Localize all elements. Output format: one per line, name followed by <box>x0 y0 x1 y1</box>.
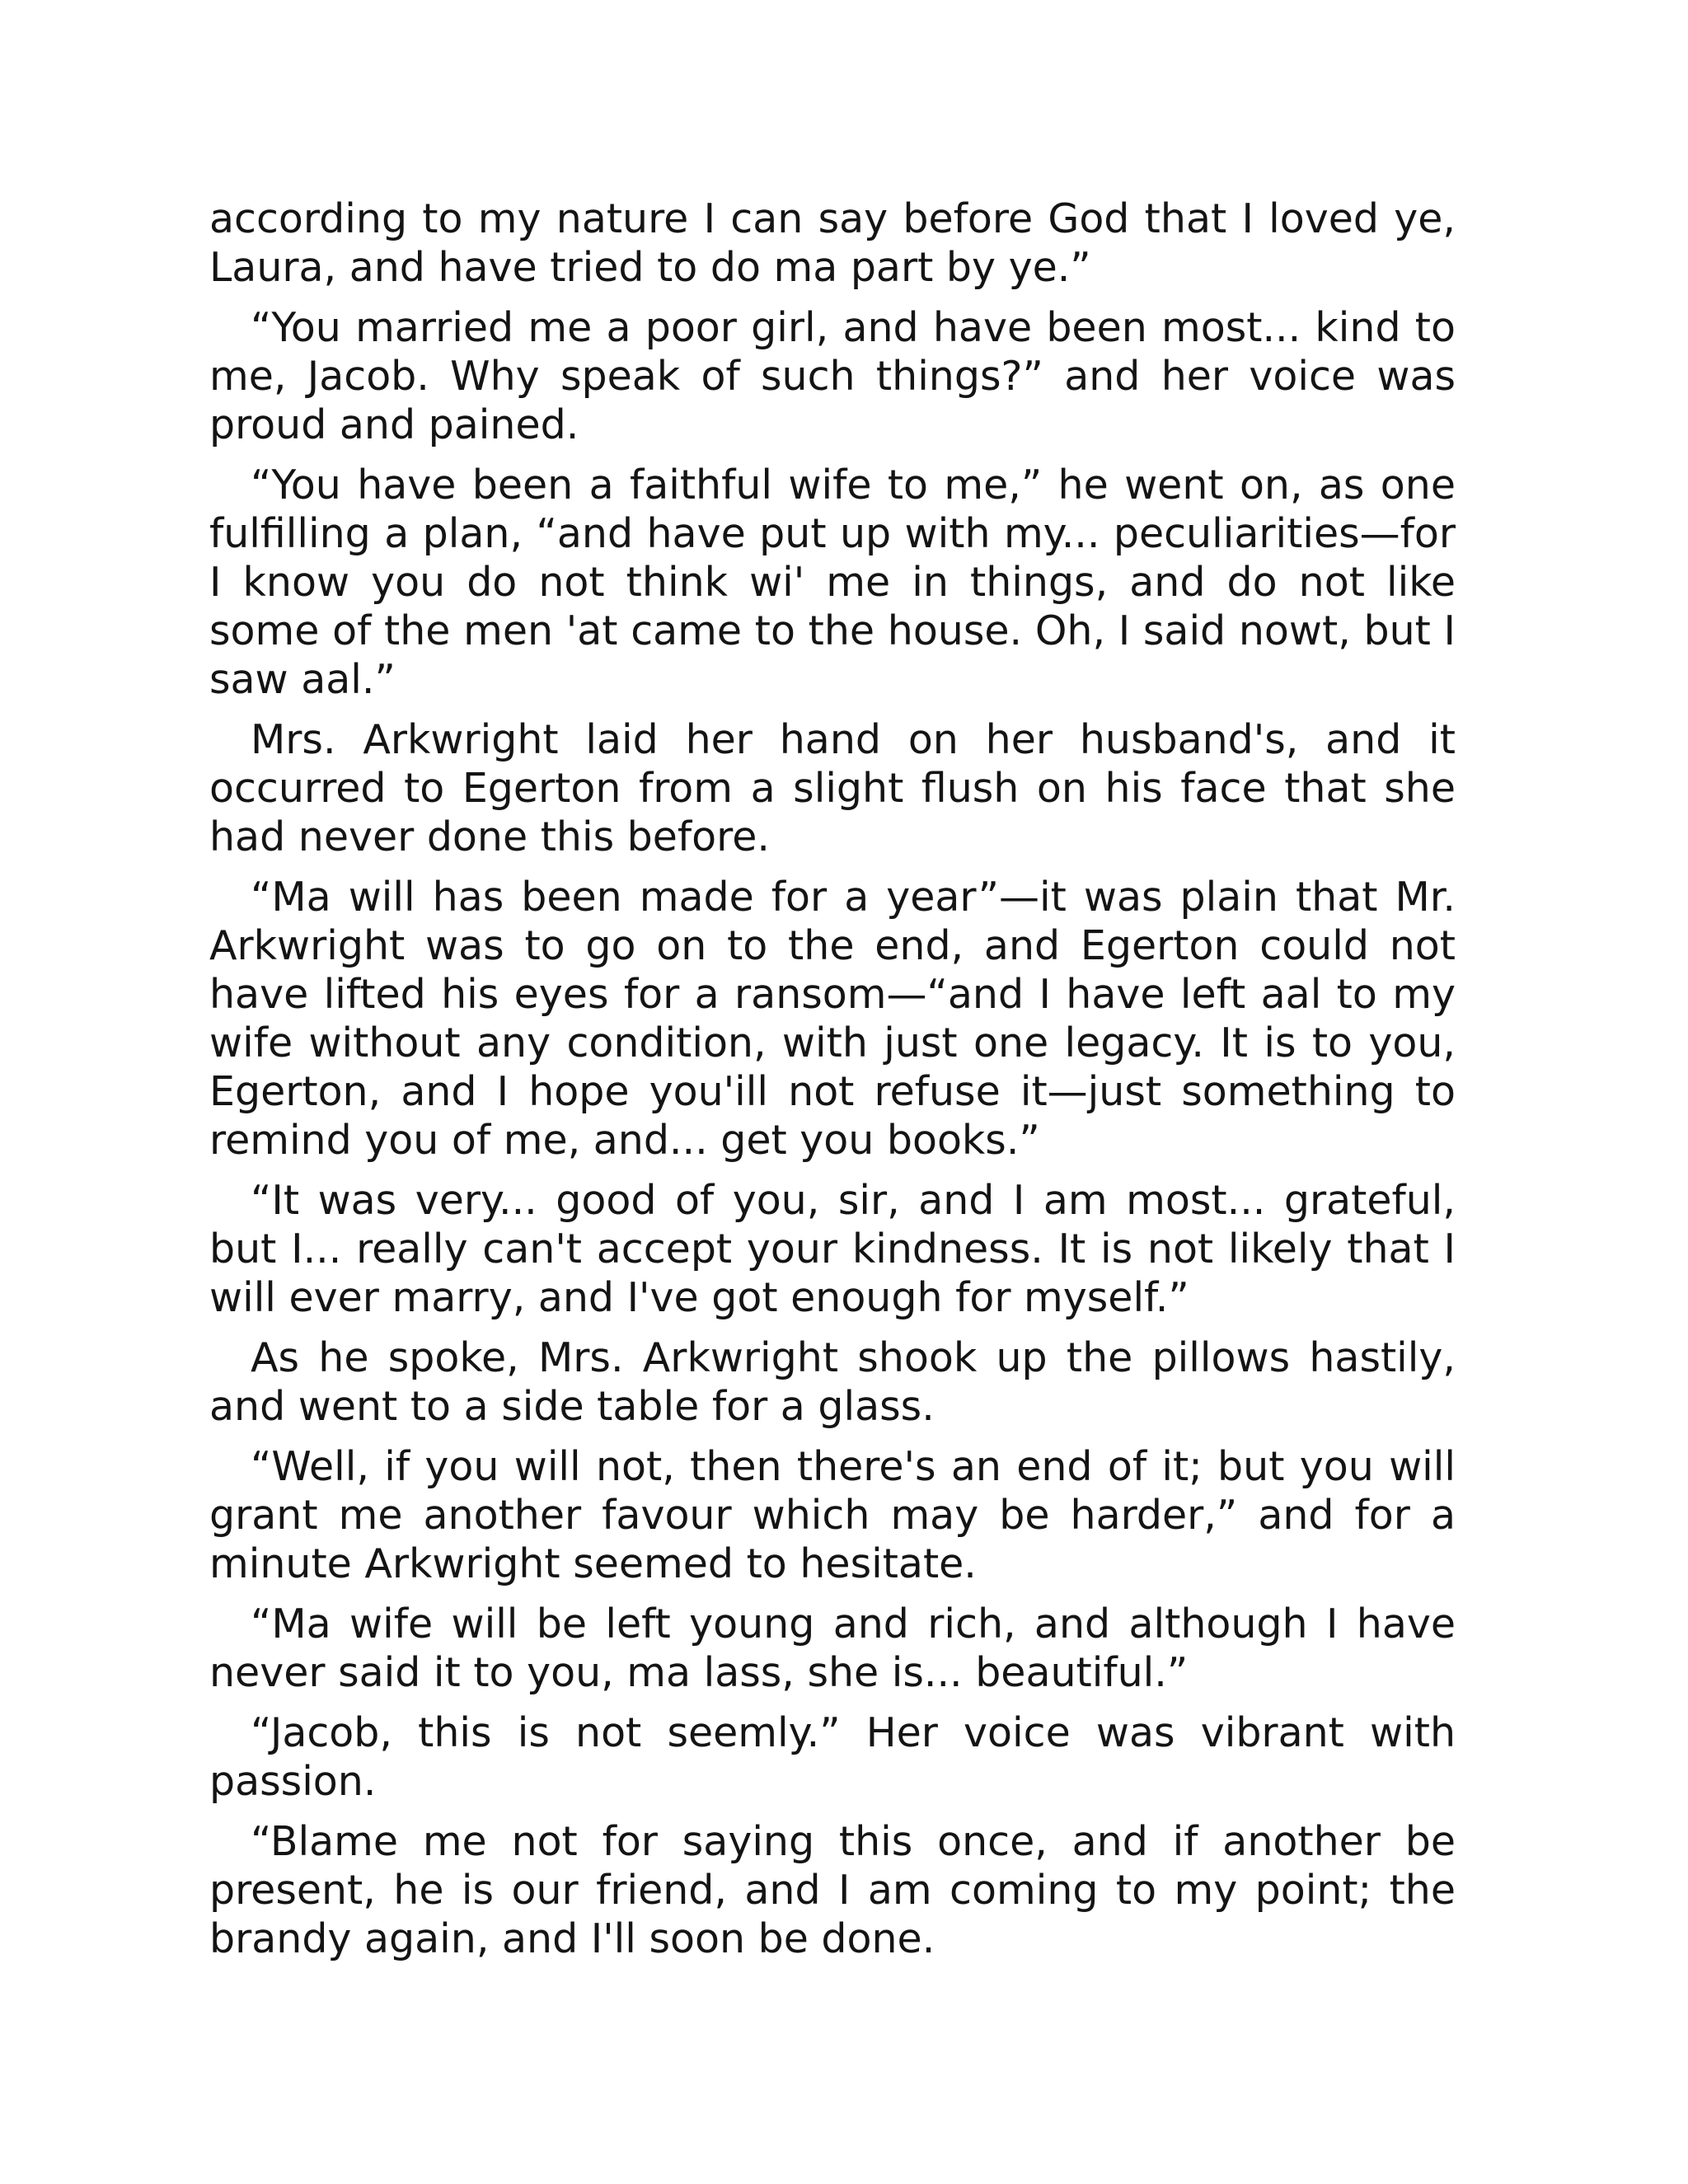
page-text <box>209 194 1456 1975</box>
paragraph: “You have been a faithful wife to me,” he went on, as one fulfilling a plan, “and have put up with my... peculiarities—for I know you do not think wi' me in things, and do not like some of the men 'at came to the house. Oh, I said nowt, but I saw aal.” <box>209 462 1456 703</box>
paragraph: “It was very... good of you, sir, and I am most... grateful, but I... really can't accept your kindness. It is not likely that I will ever marry, and I've got enough for myself.” <box>209 1177 1456 1321</box>
paragraph-continued: according to my nature I can say before God that I loved ye, Laura, and have tried to do ma part by ye.” <box>209 195 1456 291</box>
paragraph: “Blame me not for saying this once, and if another be present, he is our friend, and I am coming to my point; the brandy again, and I'll soon be done. <box>209 1818 1456 1962</box>
paragraph: “You married me a poor girl, and have been most... kind to me, Jacob. Why speak of such things?” and her voice was proud and pained. <box>209 304 1456 448</box>
paragraph: “Well, if you will not, then there's an end of it; but you will grant me another favour which may be harder,” and for a minute Arkwright seemed to hesitate. <box>209 1443 1456 1587</box>
paragraph: “Ma will has been made for a year”—it was plain that Mr. Arkwright was to go on to the end, and Egerton could not have lifted his eyes for a ransom—“and I have left aal to my wife without any condition, with just one legacy. It is to you, Egerton, and I hope you'ill not refuse it—just something to remind you of me, and... get you books.” <box>209 874 1456 1164</box>
paragraph: “Jacob, this is not seemly.” Her voice was vibrant with passion. <box>209 1709 1456 1805</box>
paragraph: Mrs. Arkwright laid her hand on her husband's, and it occurred to Egerton from a slight flush on his face that she had never done this before. <box>209 716 1456 860</box>
paragraph: As he spoke, Mrs. Arkwright shook up the pillows hastily, and went to a side table for a glass. <box>209 1334 1456 1430</box>
paragraph: “Ma wife will be left young and rich, and although I have never said it to you, ma lass, she is... beautiful.” <box>209 1601 1456 1696</box>
